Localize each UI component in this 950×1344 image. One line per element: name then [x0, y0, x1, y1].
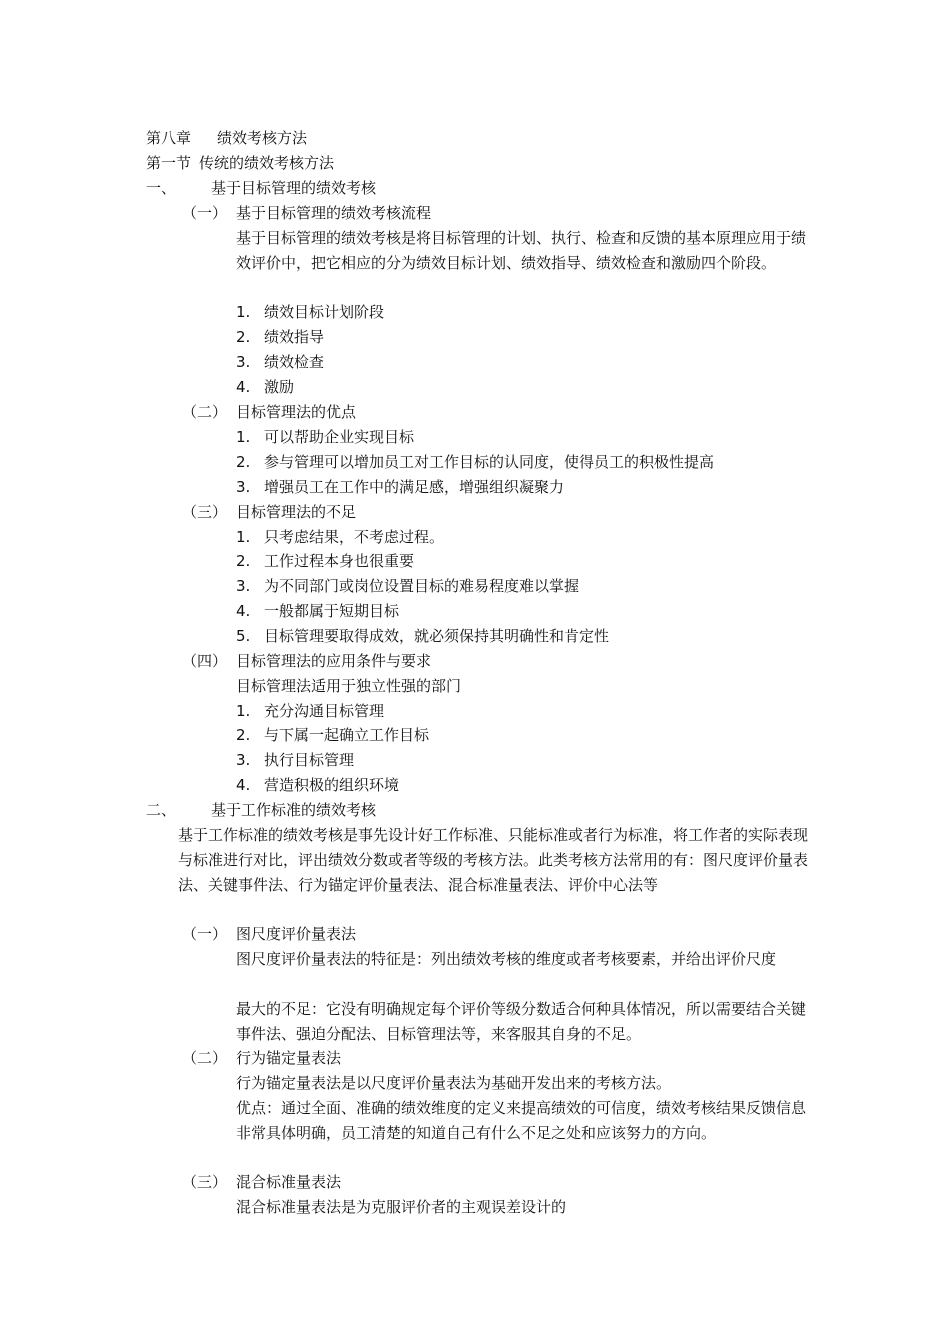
list-item: 绩效目标计划阶段 — [264, 303, 385, 321]
part1-sub1-marker: （一） — [182, 204, 228, 222]
part2-sub2-title: 行为锚定量表法 — [236, 1049, 342, 1067]
list-number: 3. — [236, 577, 251, 595]
list-item: 为不同部门或岗位设置目标的难易程度难以掌握 — [264, 577, 580, 595]
list-item: 绩效检查 — [264, 353, 325, 371]
section-number: 第一节 — [146, 154, 192, 172]
part1-sub4-marker: （四） — [182, 652, 228, 670]
chapter-number: 第八章 — [146, 129, 192, 147]
part1-sub1-title: 基于目标管理的绩效考核流程 — [236, 204, 432, 222]
list-number: 1. — [236, 528, 251, 546]
part2-sub1-marker: （一） — [182, 925, 228, 943]
part1-sub4-paragraph: 目标管理法适用于独立性强的部门 — [236, 677, 462, 695]
list-number: 1. — [236, 303, 251, 321]
list-number: 3. — [236, 751, 251, 769]
list-item: 工作过程本身也很重要 — [264, 552, 415, 570]
part1-title: 基于目标管理的绩效考核 — [211, 179, 377, 197]
list-number: 1. — [236, 702, 251, 720]
part1-sub3-marker: （三） — [182, 503, 228, 521]
part2-sub1-paragraph1: 图尺度评价量表法的特征是：列出绩效考核的维度或者考核要素，并给出评价尺度 — [236, 950, 777, 968]
list-item: 目标管理要取得成效，就必须保持其明确性和肯定性 — [264, 627, 610, 645]
list-number: 1. — [236, 428, 251, 446]
list-item: 充分沟通目标管理 — [264, 702, 385, 720]
list-number: 4. — [236, 378, 251, 396]
list-item: 激励 — [264, 378, 295, 396]
list-item: 绩效指导 — [264, 328, 325, 346]
part2-sub1-title: 图尺度评价量表法 — [236, 925, 357, 943]
part1-marker: 一、 — [146, 179, 177, 197]
part1-sub2-title: 目标管理法的优点 — [236, 403, 357, 421]
list-number: 3. — [236, 353, 251, 371]
part1-sub3-title: 目标管理法的不足 — [236, 503, 357, 521]
part2-sub2-paragraph1: 行为锚定量表法是以尺度评价量表法为基础开发出来的考核方法。 — [236, 1074, 672, 1092]
section-heading — [146, 151, 334, 176]
part2-title: 基于工作标准的绩效考核 — [211, 801, 377, 819]
list-item: 一般都属于短期目标 — [264, 602, 400, 620]
part2-sub2-paragraph2: 优点：通过全面、准确的绩效维度的定义来提高绩效的可信度，绩效考核结果反馈信息非常具体明确，员工清楚的知道自己有什么不足之处和应该努力的方向。 — [236, 1099, 807, 1142]
section-title: 传统的绩效考核方法 — [199, 154, 335, 172]
list-number: 2. — [236, 552, 251, 570]
chapter-title: 绩效考核方法 — [217, 129, 308, 147]
part2-paragraph: 基于工作标准的绩效考核是事先设计好工作标准、只能标准或者行为标准，将工作者的实际表现与标准进行对比，评出绩效分数或者等级的考核方法。此类考核方法常用的有：图尺度评价量表法、关键事件法、行为锚定评价量表法、混合标准量表法、评价中心法等 — [178, 826, 809, 894]
list-number: 2. — [236, 328, 251, 346]
part1-sub1-paragraph: 基于目标管理的绩效考核是将目标管理的计划、执行、检查和反馈的基本原理应用于绩效评价中，把它相应的分为绩效目标计划、绩效指导、绩效检查和激励四个阶段。 — [236, 229, 807, 272]
part2-sub3-title: 混合标准量表法 — [236, 1173, 342, 1191]
list-item: 参与管理可以增加员工对工作目标的认同度，使得员工的积极性提高 — [264, 453, 715, 471]
list-item: 可以帮助企业实现目标 — [264, 428, 415, 446]
list-number: 3. — [236, 478, 251, 496]
part2-sub1-paragraph2: 最大的不足：它没有明确规定每个评价等级分数适合何种具体情况，所以需要结合关键事件法、强迫分配法、目标管理法等，来客服其自身的不足。 — [236, 1000, 807, 1043]
list-item: 增强员工在工作中的满足感，增强组织凝聚力 — [264, 478, 565, 496]
part1-sub2-marker: （二） — [182, 403, 228, 421]
list-number: 2. — [236, 453, 251, 471]
part1-sub4-title: 目标管理法的应用条件与要求 — [236, 652, 432, 670]
list-item: 与下属一起确立工作目标 — [264, 726, 430, 744]
list-item: 营造积极的组织环境 — [264, 776, 400, 794]
part2-sub3-paragraph1: 混合标准量表法是为克服评价者的主观误差设计的 — [236, 1198, 567, 1216]
part2-marker: 二、 — [146, 801, 177, 819]
chapter-heading — [146, 126, 307, 151]
list-number: 4. — [236, 602, 251, 620]
list-number: 4. — [236, 776, 251, 794]
list-item: 只考虑结果，不考虑过程。 — [264, 528, 445, 546]
part2-sub2-marker: （二） — [182, 1049, 228, 1067]
list-number: 2. — [236, 726, 251, 744]
list-number: 5. — [236, 627, 251, 645]
list-item: 执行目标管理 — [264, 751, 355, 769]
part2-sub3-marker: （三） — [182, 1173, 228, 1191]
